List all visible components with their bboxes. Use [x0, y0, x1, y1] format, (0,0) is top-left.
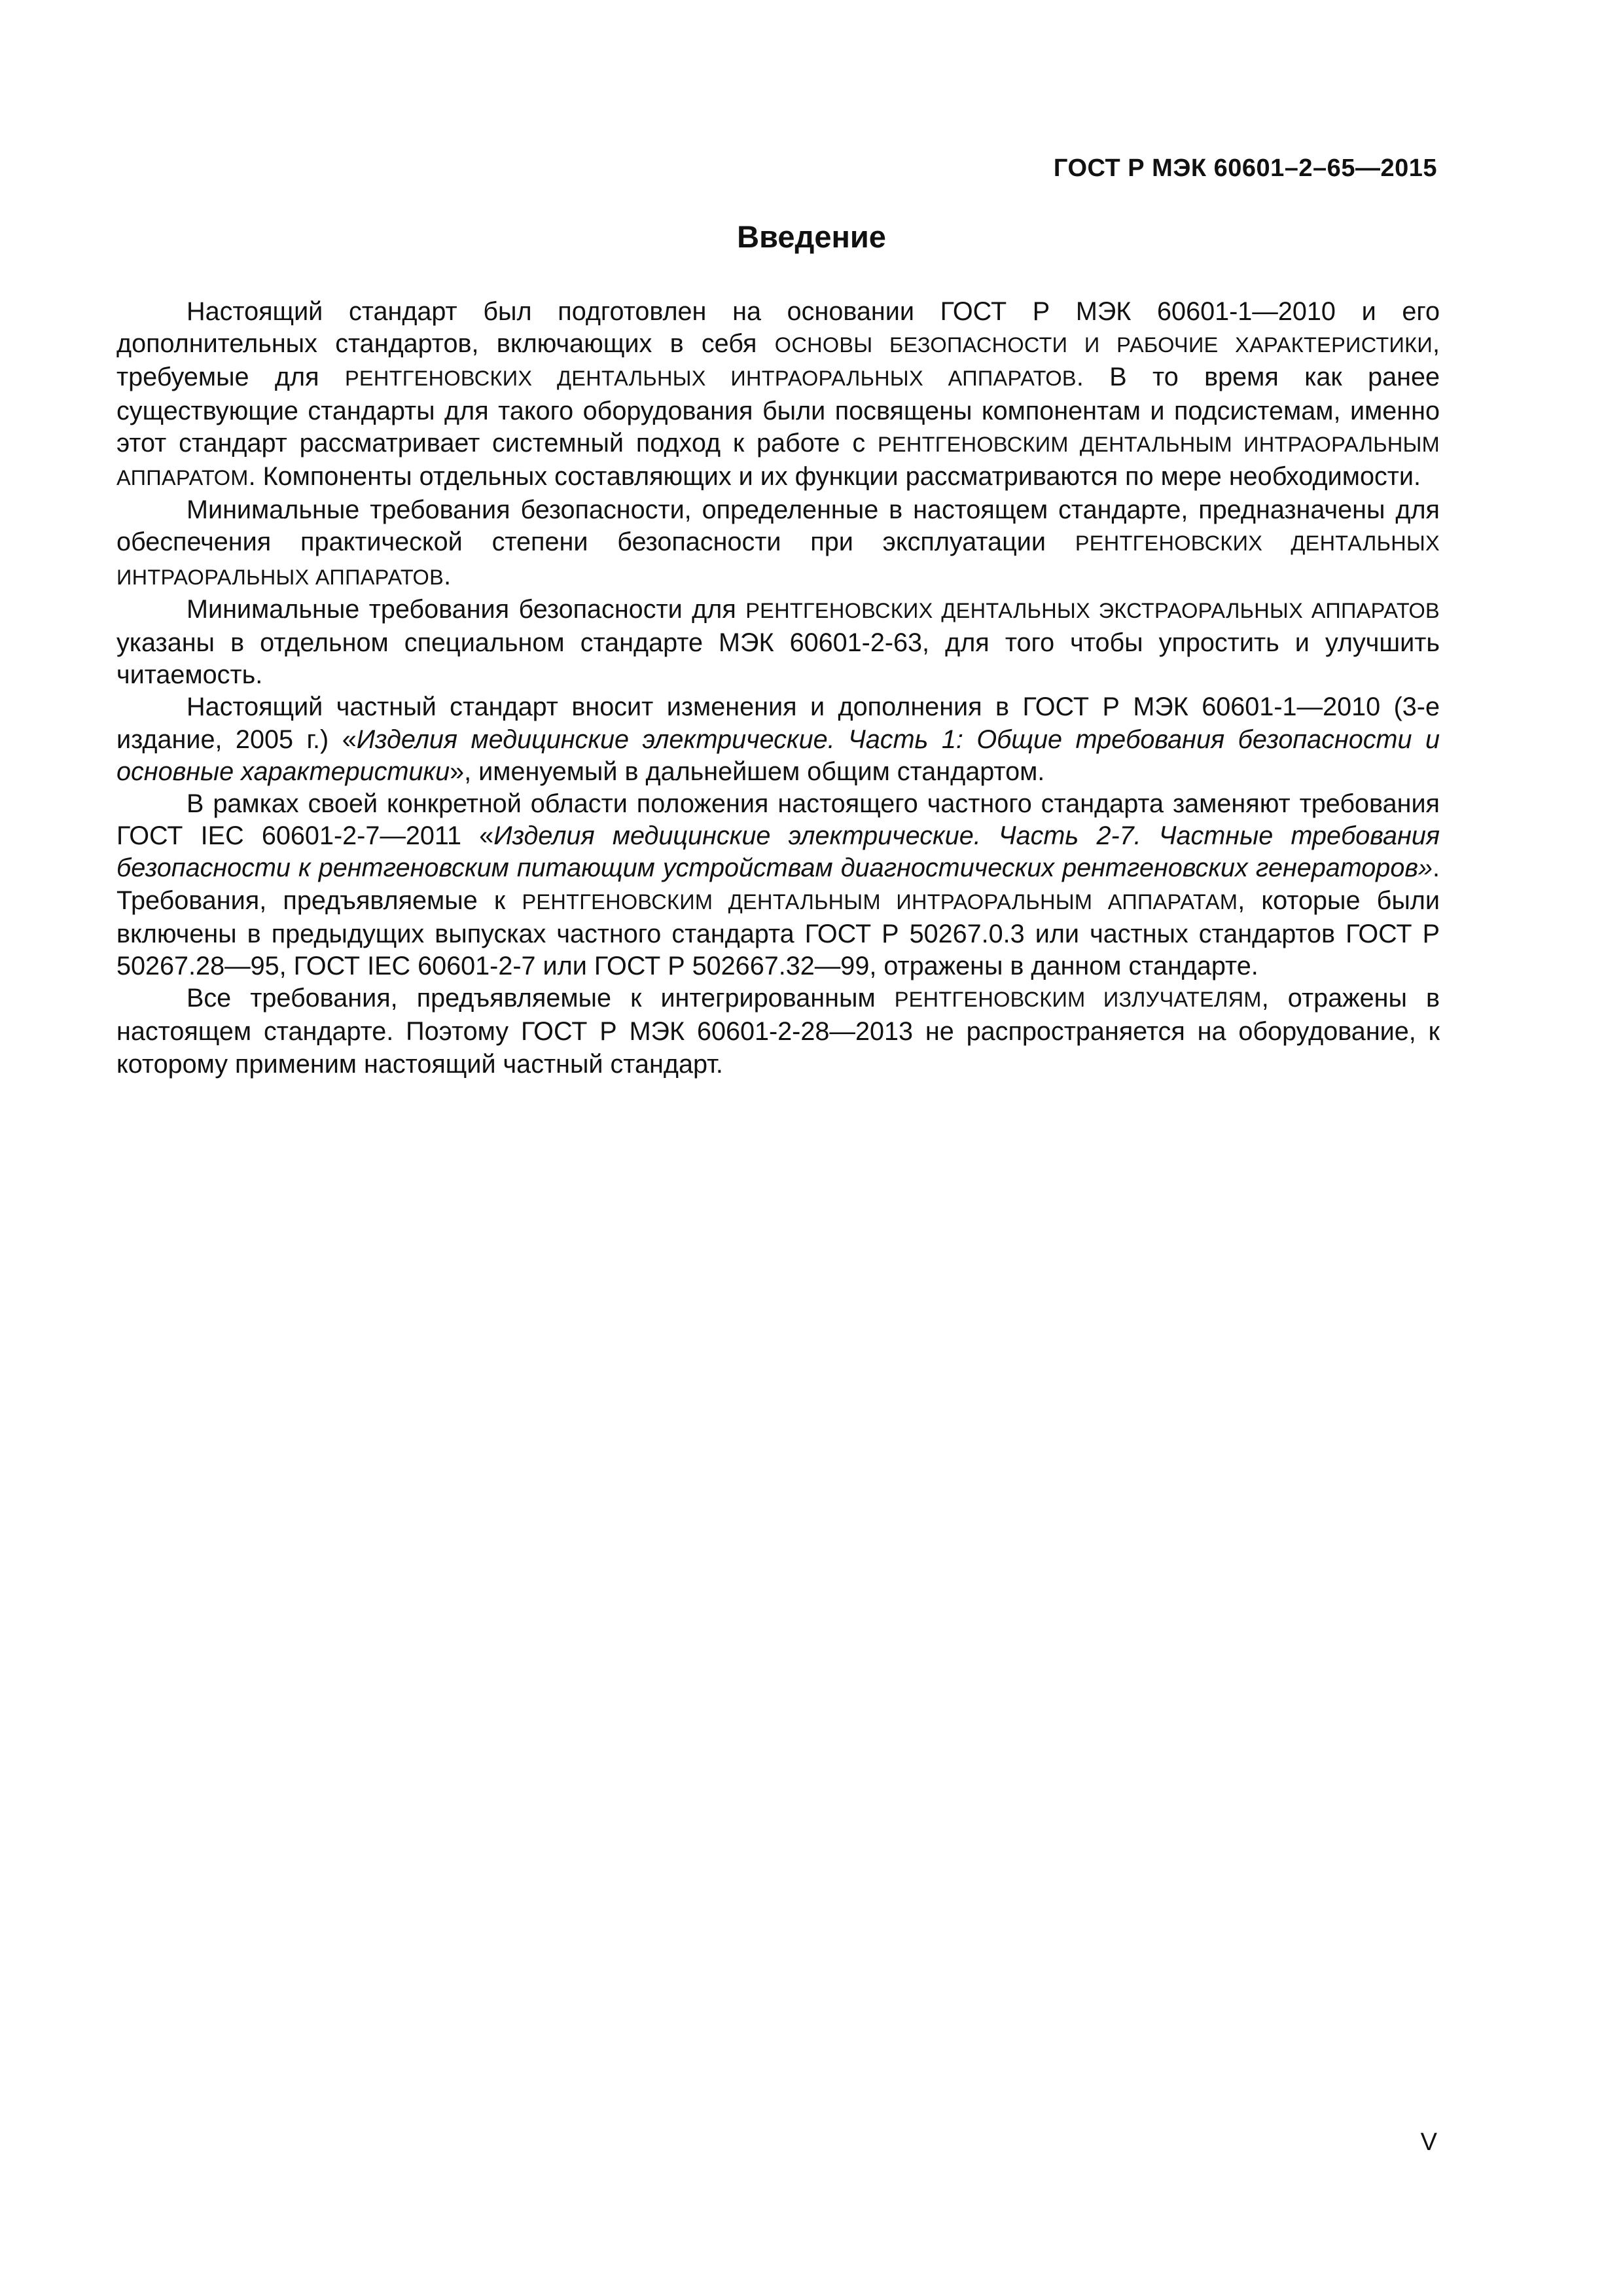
text-segment: . Компоненты отдельных составляющих и их функции рассматриваются по мере необходимости. — [248, 462, 1421, 492]
paragraph — [116, 594, 1440, 692]
text-segment: Настоящий стандарт был подготовлен на основании ГОСТ Р МЭК 60601-1—2010 и его дополнительных стандартов, включающих в себя — [116, 297, 1440, 359]
text-segment: . Требования, предъявляемые к — [116, 853, 1440, 915]
paragraph — [116, 788, 1440, 982]
italic-title-segment: Изделия медицинские электрические. Часть 1: Общие требования безопасности и основные характеристики — [116, 725, 1440, 786]
term-segment: РЕНТГЕНОВСКИМ ДЕНТАЛЬНЫМ ИНТРАОРАЛЬНЫМ АППАРАТОМ — [116, 432, 1440, 490]
text-segment: Минимальные требования безопасности для — [187, 594, 746, 624]
text-segment: В рамках своей конкретной области положения настоящего частного стандарта заменяют требования ГОСТ IEC 60601-2-7—2011 « — [116, 789, 1440, 851]
paragraph — [116, 691, 1440, 788]
term-segment: РЕНТГЕНОВСКИМ ДЕНТАЛЬНЫМ ИНТРАОРАЛЬНЫМ АППАРАТАМ — [522, 889, 1238, 914]
term-segment: РЕНТГЕНОВСКИХ ДЕНТАЛЬНЫХ ИНТРАОРАЛЬНЫХ АППАРАТОВ — [116, 531, 1440, 589]
text-segment: », именуемый в дальнейшем общим стандартом. — [450, 757, 1045, 786]
text-segment: Все требования, предъявляемые к интегрированным — [187, 984, 895, 1013]
body-text — [116, 296, 1440, 1081]
text-segment: Минимальные требования безопасности, определенные в настоящем стандарте, предназначены для обеспечения практической степени безопасности при эксплуатации — [116, 495, 1440, 557]
paragraph — [116, 494, 1440, 594]
text-segment: , которые были включены в предыдущих выпусках частного стандарта ГОСТ Р 50267.0.3 или частных стандартов ГОСТ Р 50267.28—95, ГОСТ IEC 60601-2-7 или ГОСТ Р 502667.32—99, отражены в данном стандарте. — [116, 886, 1440, 981]
text-segment: . В то время как ранее существующие стандарты для такого оборудования были посвящены компонентам и подсистемам, именно этот стандарт рассматривает системный подход к работе с — [116, 363, 1440, 457]
term-segment: РЕНТГЕНОВСКИХ ДЕНТАЛЬНЫХ ЭКСТРАОРАЛЬНЫХ АППАРАТОВ — [745, 598, 1440, 622]
text-segment: . — [444, 561, 452, 590]
text-segment: указаны в отдельном специальном стандарте МЭК 60601-2-63, для того чтобы упростить и улучшить читаемость. — [116, 628, 1440, 690]
text-segment: , отражены в настоящем стандарте. Поэтому ГОСТ Р МЭК 60601-2-28—2013 не распространяется на оборудование, к которому применим настоящий частный стандарт. — [116, 984, 1440, 1079]
term-segment: РЕНТГЕНОВСКИМ ИЗЛУЧАТЕЛЯМ — [894, 988, 1262, 1012]
text-segment: Настоящий частный стандарт вносит изменения и дополнения в ГОСТ Р МЭК 60601-1—2010 (3-е издание, 2005 г.) « — [116, 692, 1440, 754]
paragraph — [116, 982, 1440, 1081]
section-title: Введение — [737, 219, 886, 254]
paragraph — [116, 296, 1440, 494]
italic-title-segment: Изделия медицинские электрические. Часть 2-7. Частные требования безопасности к рентгеновским питающим устройствам диагностических рентгеновских генераторов» — [116, 821, 1440, 883]
term-segment: ОСНОВЫ БЕЗОПАСНОСТИ И РАБОЧИЕ ХАРАКТЕРИСТИКИ — [774, 333, 1433, 357]
page-number: V — [1420, 2128, 1437, 2156]
term-segment: РЕНТГЕНОВСКИХ ДЕНТАЛЬНЫХ ИНТРАОРАЛЬНЫХ АППАРАТОВ — [344, 367, 1077, 391]
document-code: ГОСТ Р МЭК 60601–2–65—2015 — [1053, 154, 1437, 182]
text-segment: , требуемые для — [116, 329, 1440, 392]
